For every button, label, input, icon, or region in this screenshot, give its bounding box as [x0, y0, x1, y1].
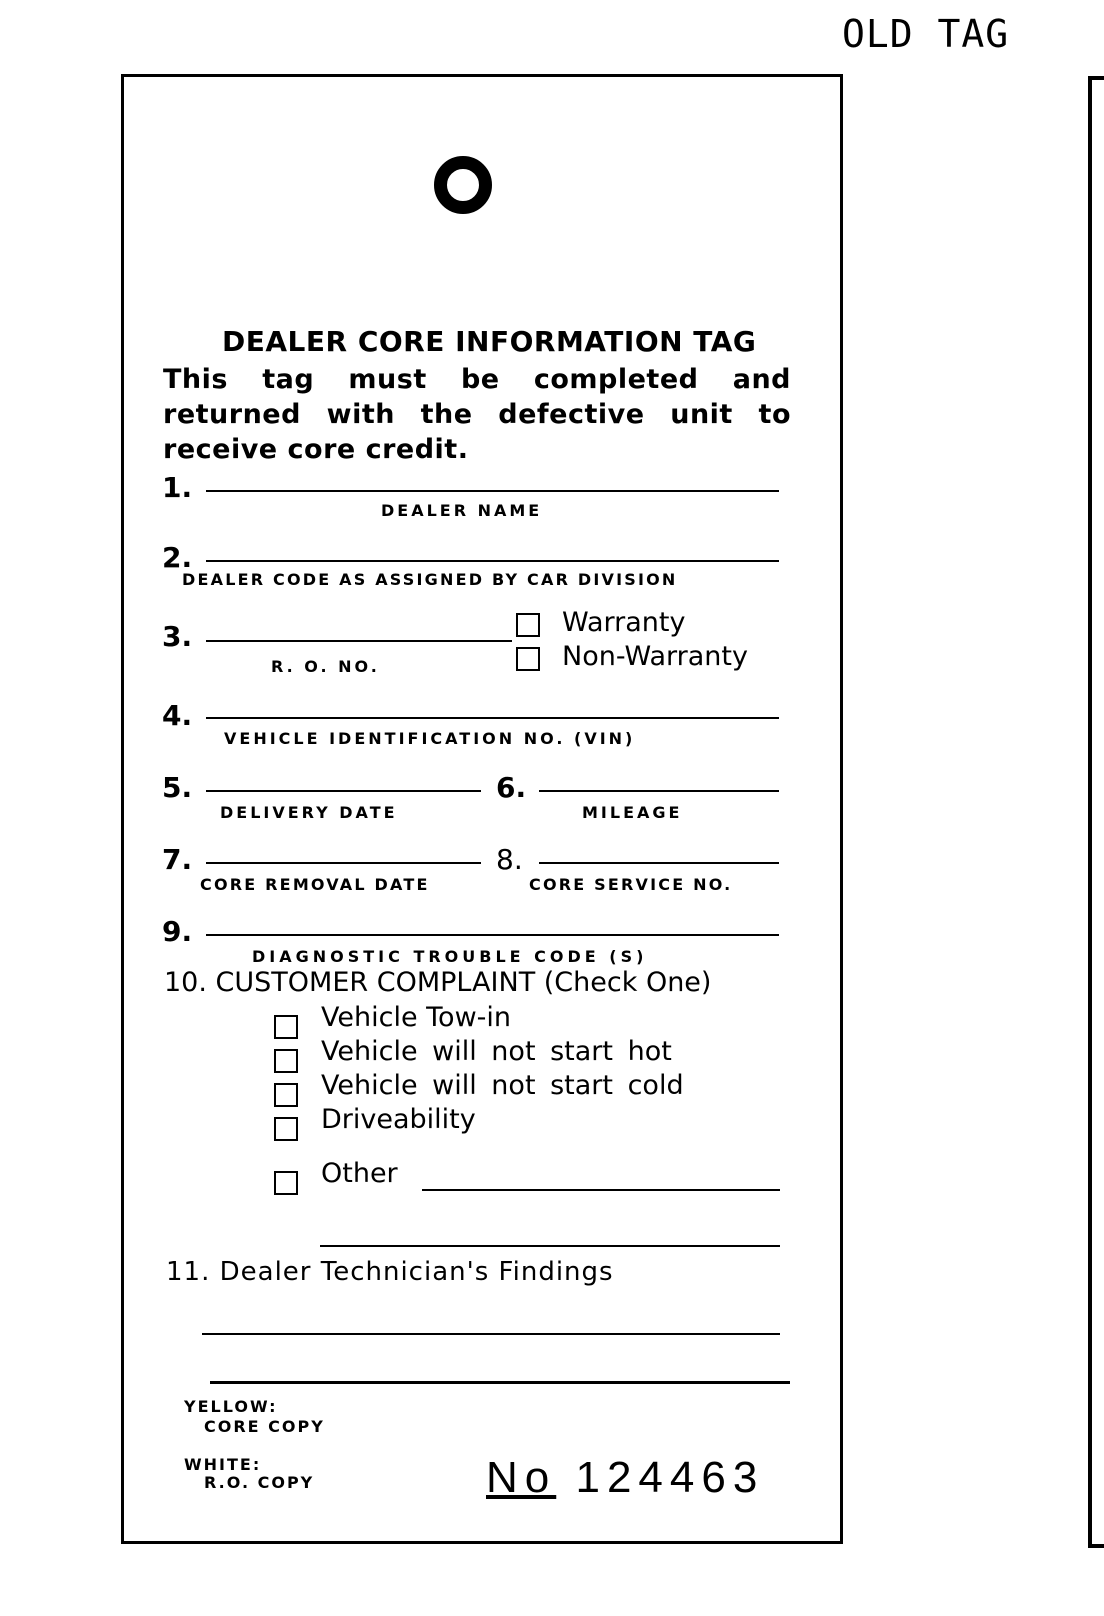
warranty-label: Warranty	[562, 607, 686, 638]
core-removal-date-caption: CORE REMOVAL DATE	[200, 875, 430, 894]
dealer-core-information-tag	[121, 74, 843, 1544]
mileage-line[interactable]	[539, 790, 779, 792]
vin-line[interactable]	[206, 717, 779, 719]
serial-number	[486, 1453, 764, 1503]
other-checkbox[interactable]	[274, 1171, 298, 1195]
tow-in-label: Vehicle Tow-in	[321, 1002, 512, 1033]
tag-hole	[434, 156, 492, 214]
core-removal-date-line[interactable]	[206, 862, 481, 864]
warranty-checkbox[interactable]	[516, 613, 540, 637]
field-5-number: 5.	[162, 771, 193, 804]
findings-heading: 11. Dealer Technician's Findings	[166, 1257, 614, 1287]
dealer-name-line[interactable]	[206, 490, 779, 492]
field-8-number: 8.	[496, 843, 523, 876]
serial-prefix: No	[486, 1453, 557, 1502]
dealer-code-line[interactable]	[206, 560, 779, 562]
yellow-copy-value: CORE COPY	[204, 1417, 325, 1436]
field-1-number: 1.	[162, 471, 193, 504]
not-start-cold-label: Vehicle will not start cold	[321, 1070, 684, 1101]
trouble-code-line[interactable]	[206, 934, 779, 936]
ro-number-caption: R. O. NO.	[271, 657, 380, 676]
core-service-no-line[interactable]	[539, 862, 779, 864]
findings-line-1[interactable]	[202, 1333, 780, 1335]
other-line[interactable]	[422, 1189, 780, 1191]
field-6-number: 6.	[496, 771, 527, 804]
field-2-number: 2.	[162, 541, 193, 574]
other-line-2[interactable]	[320, 1245, 780, 1247]
not-start-hot-checkbox[interactable]	[274, 1049, 298, 1073]
non-warranty-checkbox[interactable]	[516, 647, 540, 671]
dealer-name-caption: DEALER NAME	[381, 501, 543, 520]
second-tag-frame	[1088, 76, 1104, 1548]
not-start-hot-label: Vehicle will not start hot	[321, 1036, 672, 1067]
driveability-checkbox[interactable]	[274, 1117, 298, 1141]
dealer-code-caption: DEALER CODE AS ASSIGNED BY CAR DIVISION	[182, 570, 678, 589]
delivery-date-caption: DELIVERY DATE	[220, 803, 398, 822]
old-tag-label: OLD TAG	[842, 12, 1010, 56]
findings-line-2[interactable]	[210, 1381, 790, 1384]
field-4-number: 4.	[162, 699, 193, 732]
other-label: Other	[321, 1158, 398, 1189]
trouble-code-caption: DIAGNOSTIC TROUBLE CODE (S)	[252, 947, 648, 966]
yellow-copy-label: YELLOW:	[184, 1397, 278, 1416]
field-3-number: 3.	[162, 620, 193, 653]
vin-caption: VEHICLE IDENTIFICATION NO. (VIN)	[224, 729, 636, 748]
field-9-number: 9.	[162, 915, 193, 948]
field-7-number: 7.	[162, 843, 193, 876]
serial-value: 124463	[575, 1453, 765, 1502]
not-start-cold-checkbox[interactable]	[274, 1083, 298, 1107]
core-service-no-caption: CORE SERVICE NO.	[529, 875, 733, 894]
ro-number-line[interactable]	[206, 640, 512, 642]
white-copy-value: R.O. COPY	[204, 1473, 315, 1492]
non-warranty-label: Non-Warranty	[562, 641, 748, 672]
tag-title: DEALER CORE INFORMATION TAG	[222, 325, 757, 358]
tag-instructions: This tag must be completed and returned with the defective unit to receive core credit.	[163, 364, 791, 465]
complaint-heading: 10. CUSTOMER COMPLAINT (Check One)	[164, 967, 712, 998]
driveability-label: Driveability	[321, 1104, 476, 1135]
delivery-date-line[interactable]	[206, 790, 481, 792]
mileage-caption: MILEAGE	[582, 803, 683, 822]
white-copy-label: WHITE:	[184, 1455, 262, 1474]
tow-in-checkbox[interactable]	[274, 1015, 298, 1039]
